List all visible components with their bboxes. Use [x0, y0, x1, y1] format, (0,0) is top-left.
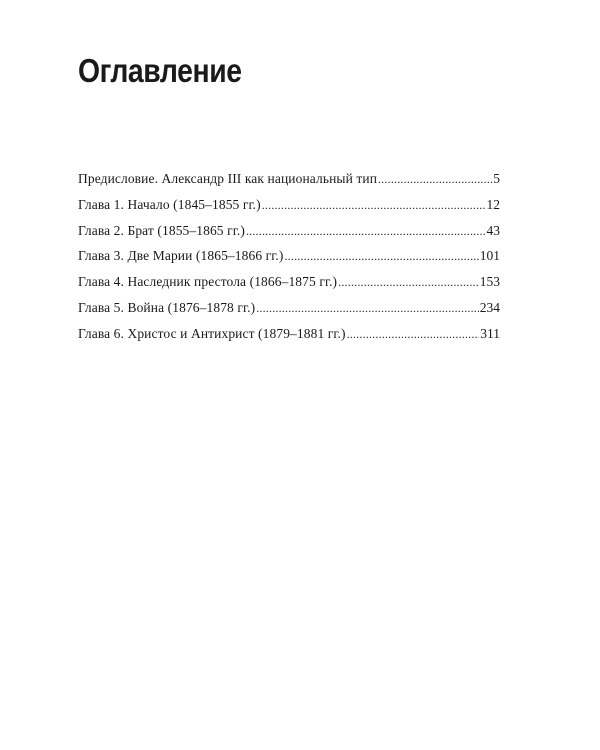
- toc-entry-chapter-5[interactable]: [78, 295, 500, 321]
- toc-entry-page-number: 101: [479, 248, 500, 264]
- toc-entry-page-number: 234: [479, 299, 500, 315]
- toc-heading: Оглавление: [78, 52, 242, 89]
- toc-list: [78, 166, 500, 347]
- dot-leader: [262, 193, 486, 219]
- toc-entry-page-number: 43: [486, 222, 500, 238]
- toc-entry-page-number: 12: [486, 196, 500, 212]
- toc-entry-chapter-2[interactable]: [78, 218, 500, 244]
- toc-entry-title: Глава 2. Брат (1855–1865 гг.): [78, 222, 245, 238]
- dot-leader: [256, 296, 479, 322]
- toc-entry-title: Глава 5. Война (1876–1878 гг.): [78, 299, 256, 315]
- dot-leader: [284, 244, 478, 270]
- toc-entry-title: Глава 3. Две Марии (1865–1866 гг.): [78, 248, 284, 264]
- toc-entry-title: Предисловие. Александр III как национальный тип: [78, 171, 378, 186]
- toc-entry-page-number: 5: [493, 171, 500, 186]
- dot-leader: [378, 167, 492, 193]
- dot-leader: [347, 322, 480, 348]
- toc-entry-title: Глава 4. Наследник престола (1866–1875 гг.): [78, 274, 338, 290]
- toc-entry-page-number: 311: [480, 325, 500, 341]
- toc-entry-chapter-6[interactable]: [78, 321, 500, 347]
- toc-entry-chapter-1[interactable]: [78, 192, 500, 218]
- toc-entry-chapter-4[interactable]: [78, 269, 500, 295]
- toc-entry-preface[interactable]: [78, 166, 500, 192]
- dot-leader: [338, 270, 479, 296]
- dot-leader: [246, 219, 486, 245]
- toc-entry-chapter-3[interactable]: [78, 243, 500, 269]
- toc-entry-page-number: 153: [479, 274, 500, 290]
- toc-entry-title: Глава 6. Христос и Антихрист (1879–1881 гг.): [78, 325, 346, 341]
- toc-entry-title: Глава 1. Начало (1845–1855 гг.): [78, 196, 261, 212]
